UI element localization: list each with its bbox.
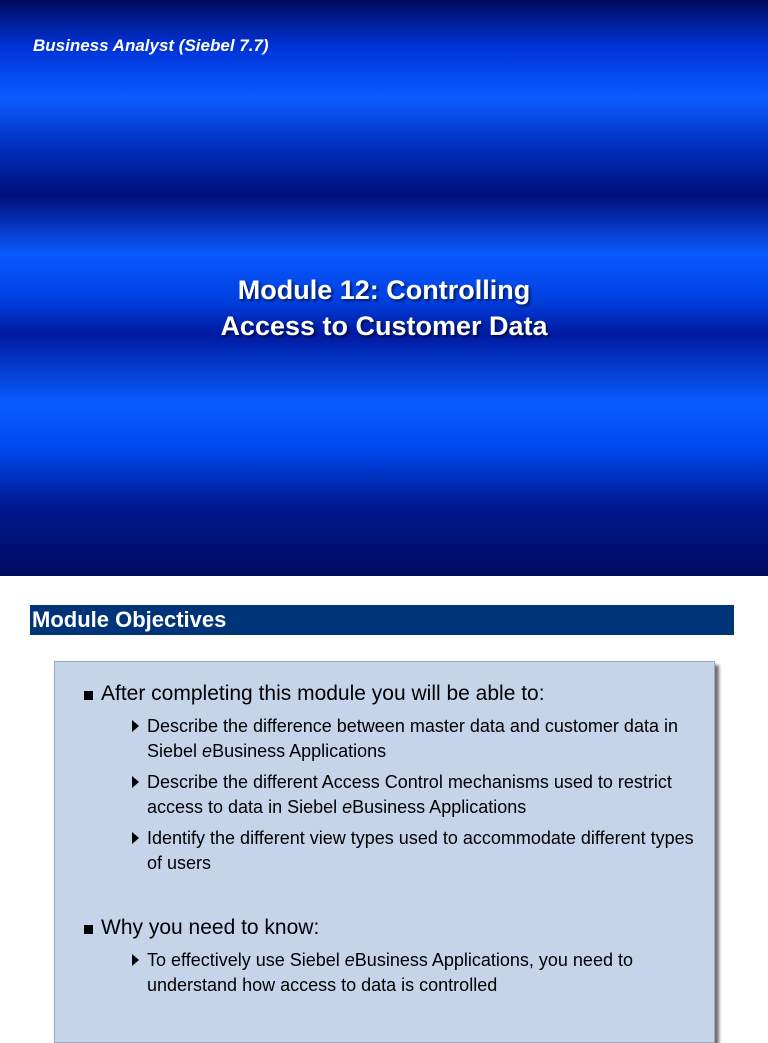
- square-bullet-icon: [84, 925, 93, 934]
- module-title: [0, 272, 768, 344]
- triangle-bullet-icon: [132, 954, 139, 966]
- objective-item-4: To effectively use Siebel eBusiness Applications, you need to understand how access to data is controlled: [147, 948, 707, 998]
- module-title-line-2: Access to Customer Data: [220, 311, 548, 341]
- objective-item-2: Describe the different Access Control mechanisms used to restrict access to data in Siebel eBusiness Applications: [147, 770, 707, 820]
- section-heading-2: Why you need to know:: [101, 916, 319, 940]
- triangle-bullet-icon: [132, 776, 139, 788]
- objectives-header-bar: [30, 605, 734, 635]
- square-bullet-icon: [84, 691, 93, 700]
- triangle-bullet-icon: [132, 720, 139, 732]
- objectives-box: [54, 661, 715, 1043]
- triangle-bullet-icon: [132, 832, 139, 844]
- objective-item-3: Identify the different view types used to accommodate different types of users: [147, 826, 707, 876]
- course-subtitle: Business Analyst (Siebel 7.7): [33, 36, 269, 55]
- section-heading-1: After completing this module you will be able to:: [101, 682, 545, 706]
- objective-item-1: Describe the difference between master data and customer data in Siebel eBusiness Applications: [147, 714, 707, 764]
- objectives-header: Module Objectives: [32, 607, 227, 632]
- module-title-line-1: Module 12: Controlling: [237, 275, 531, 305]
